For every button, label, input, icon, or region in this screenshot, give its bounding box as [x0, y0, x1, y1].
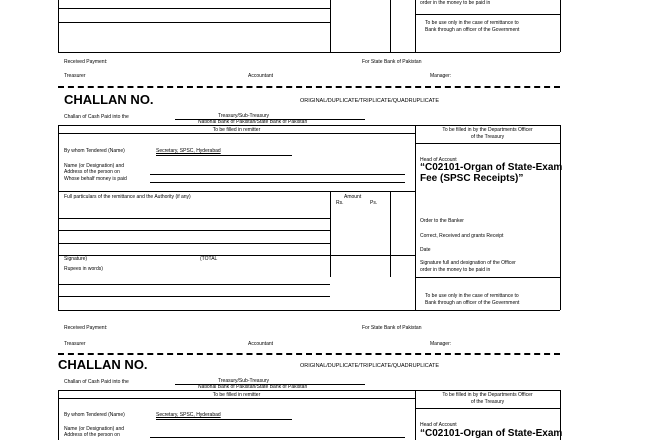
officer-signature-label: Signature full and designation of the Officer: [420, 260, 516, 266]
treasury-label: Treasury/Sub-Treasury: [218, 378, 270, 384]
tendered-label: By whom Tendered (Name): [64, 412, 125, 418]
right-col-border: [415, 0, 416, 52]
accountant-label: Accountant: [248, 73, 274, 79]
name-label: Address of the person on: [64, 432, 120, 438]
head-of-account-label: Head of Account: [420, 157, 457, 163]
remittance-note: To be use only in the case of remittance to: [425, 293, 519, 299]
row-line: [58, 191, 415, 192]
name-underline: [150, 437, 405, 438]
table-bottom-line: [58, 310, 560, 311]
tendered-value: Secretary, SPSC, Hyderabad: [156, 148, 221, 154]
dept-header: of the Treasury: [470, 399, 505, 405]
header-line: [415, 143, 560, 144]
table-border-right: [560, 0, 561, 52]
sbp-label: For State Bank of Pakistan: [362, 325, 422, 331]
row-line: [58, 284, 330, 285]
account-code: Fee (SPSC Receipts)”: [420, 173, 524, 184]
row-line: [58, 218, 330, 219]
tendered-underline: [156, 155, 292, 156]
remittance-note: Bank through an officer of the Government: [425, 27, 520, 33]
amount-col-border: [330, 0, 331, 52]
head-of-account-label: Head of Account: [420, 422, 457, 428]
row-line: [58, 8, 330, 9]
header-line: [58, 398, 415, 399]
remittance-note: To be use only in the case of remittance to: [425, 20, 519, 26]
right-col-border: [415, 125, 416, 310]
copies-label: ORIGINAL/DUPLICATE/TRIPLICATE/QUADRUPLICATE: [300, 363, 440, 369]
treasurer-label: Treasurer: [64, 341, 86, 347]
challan-title: CHALLAN NO.: [58, 357, 148, 372]
header-line: [415, 408, 560, 409]
dept-header: To be filled in by the Departments Officer: [442, 392, 533, 398]
remittance-note: Bank through an officer of the Government: [425, 300, 520, 306]
tendered-underline: [156, 419, 292, 420]
name-label: Whose behalf money is paid: [64, 176, 127, 182]
officer-signature-label: order in the money to be paid in: [420, 0, 491, 6]
account-code: “C02101-Organ of State-Exam: [420, 428, 563, 439]
sbp-label: For State Bank of Pakistan: [362, 59, 422, 65]
row-line: [415, 277, 560, 278]
accountant-label: Accountant: [248, 341, 274, 347]
amount-col-border: [330, 191, 331, 277]
row-line: [58, 296, 330, 297]
bank-label: National Bank of Pakistan/State Bank of Pakistan: [198, 384, 308, 390]
remitter-header: To be filled in remitter: [212, 392, 261, 398]
name-label: Name (or Designation) and: [64, 426, 125, 432]
table-border-right: [560, 125, 561, 310]
row-line: [58, 255, 415, 256]
bank-label: National Bank of Pakistan/State Bank of Pakistan: [198, 119, 308, 125]
paid-into-label: Challan of Cash Paid into the: [64, 114, 129, 120]
challan-title: CHALLAN NO.: [64, 92, 154, 107]
signature-label: Signature): [64, 256, 88, 262]
table-top-line: [58, 125, 560, 126]
table-top-line: [58, 390, 560, 391]
treasury-label: Treasury/Sub-Treasury: [218, 113, 270, 119]
manager-label: Manager:: [430, 73, 452, 79]
cut-line: [58, 353, 560, 355]
manager-label: Manager:: [430, 341, 452, 347]
ps-label: Ps.: [370, 200, 378, 206]
remitter-header: To be filled in remitter: [212, 127, 261, 133]
amount-col-border: [390, 0, 391, 52]
correct-label: Correct, Received and grants Receipt: [420, 233, 504, 239]
dept-header: To be filled in by the Departments Officer: [442, 127, 533, 133]
particulars-label: Full particulars of the remittance and the Authority (if any): [64, 194, 191, 200]
copies-label: ORIGINAL/DUPLICATE/TRIPLICATE/QUADRUPLICATE: [300, 98, 440, 104]
date-label: Date: [420, 247, 431, 253]
rs-label: Rs.: [336, 200, 344, 206]
total-label: (TOTAL: [200, 256, 218, 262]
row-line: [415, 14, 560, 15]
order-label: Order to the Banker: [420, 218, 464, 224]
amount-label: Amount: [344, 194, 362, 200]
name-label: Name (or Designation) and: [64, 163, 125, 169]
account-code: “C02101-Organ of State-Exam: [420, 162, 563, 173]
table-bottom-line: [58, 52, 560, 53]
row-line: [58, 230, 330, 231]
tendered-label: By whom Tendered (Name): [64, 148, 125, 154]
paid-into-label: Challan of Cash Paid into the: [64, 379, 129, 385]
received-payment-label: Received Payment:: [64, 59, 108, 65]
treasurer-label: Treasurer: [64, 73, 86, 79]
officer-signature-label: order in the money to be paid in: [420, 267, 491, 273]
name-underline: [150, 174, 405, 175]
dept-header: of the Treasury: [470, 134, 505, 140]
name-label: Address of the person on: [64, 169, 120, 175]
tendered-value: Secretary, SPSC, Hyderabad: [156, 412, 221, 418]
header-line: [58, 133, 415, 134]
name-underline: [150, 182, 405, 183]
row-line: [58, 22, 330, 23]
row-line: [58, 243, 330, 244]
rupees-label: Rupees in words): [64, 266, 103, 272]
amount-col-border: [390, 191, 391, 277]
received-payment-label: Received Payment:: [64, 325, 108, 331]
cut-line: [58, 86, 560, 88]
